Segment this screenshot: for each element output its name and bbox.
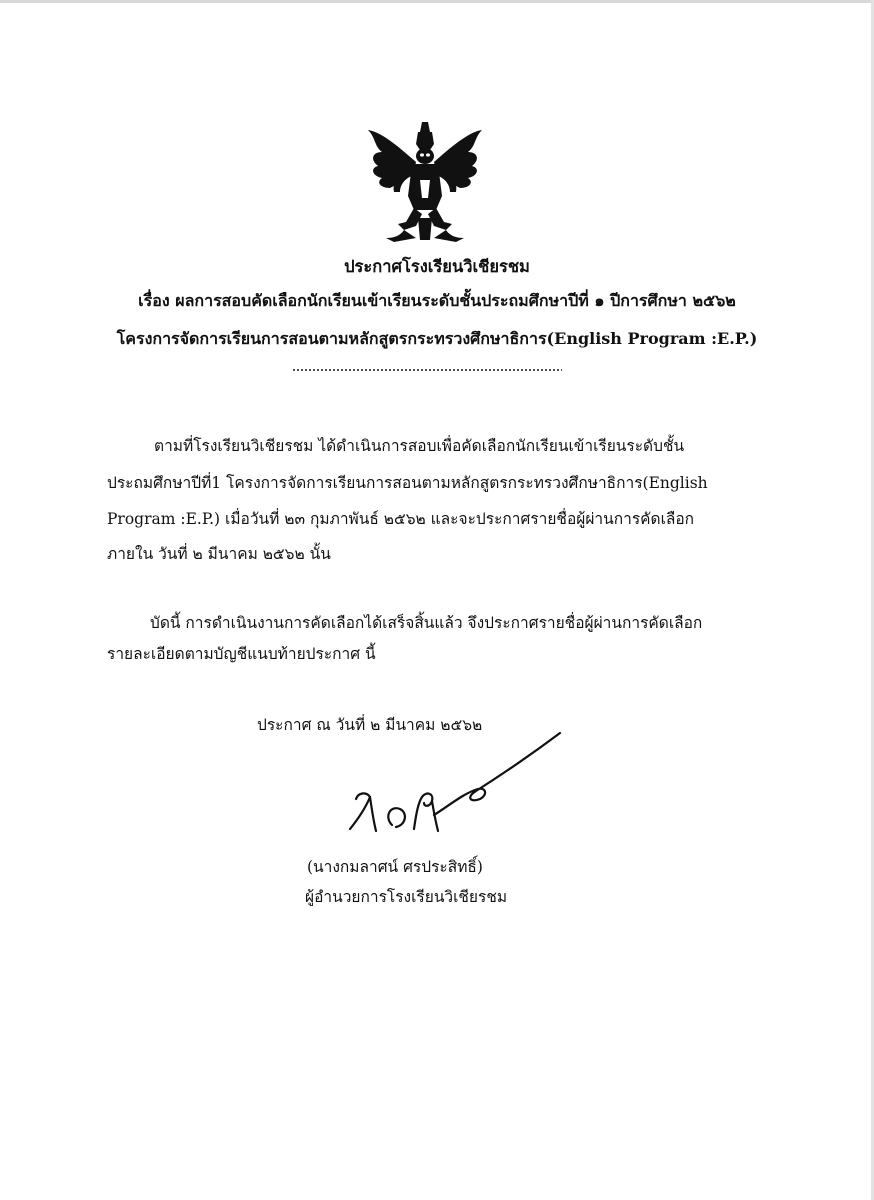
paragraph-1-line-4: ภายใน วันที่ ๒ มีนาคม ๒๕๖๒ นั้น — [107, 545, 331, 563]
announcement-title: ประกาศโรงเรียนวิเชียรชม — [344, 257, 530, 276]
paragraph-1-line-3: Program :E.P.) เมื่อวันที่ ๒๓ กุมภาพันธ์ ๒๕๖๒ และจะประกาศรายชื่อผู้ผ่านการคัดเลือก — [107, 510, 695, 528]
program-name: โครงการจัดการเรียนการสอนตามหลักสูตรกระทรวงศึกษาธิการ(English Program :E.P.) — [116, 329, 758, 348]
signer-name: (นางกมลาศน์ ศรประสิทธิ์) — [307, 858, 483, 876]
paragraph-2-line-2: รายละเอียดตามบัญชีแนบท้ายประกาศ นี้ — [107, 645, 376, 663]
paragraph-1-line-2: ประถมศึกษาปีที่1 โครงการจัดการเรียนการสอนตามหลักสูตรกระทรวงศึกษาธิการ(English — [107, 474, 708, 492]
garuda-emblem-icon — [360, 118, 490, 243]
handwritten-signature — [338, 727, 568, 842]
paragraph-1-line-1: ตามที่โรงเรียนวิเชียรชม ได้ดำเนินการสอบเพื่อคัดเลือกนักเรียนเข้าเรียนระดับชั้น — [154, 437, 685, 455]
page-edge-top — [0, 0, 874, 3]
announcement-subject: เรื่อง ผลการสอบคัดเลือกนักเรียนเข้าเรียนระดับชั้นประถมศึกษาปีที่ ๑ ปีการศึกษา ๒๕๖๒ — [138, 291, 736, 310]
signer-position: ผู้อำนวยการโรงเรียนวิเชียรชม — [305, 888, 508, 906]
announcement-date: ประกาศ ณ วันที่ ๒ มีนาคม ๒๕๖๒ — [257, 716, 483, 734]
dotted-divider — [292, 362, 562, 374]
paragraph-2-line-1: บัดนี้ การดำเนินงานการคัดเลือกได้เสร็จสิ้นแล้ว จึงประกาศรายชื่อผู้ผ่านการคัดเลือก — [150, 614, 703, 632]
